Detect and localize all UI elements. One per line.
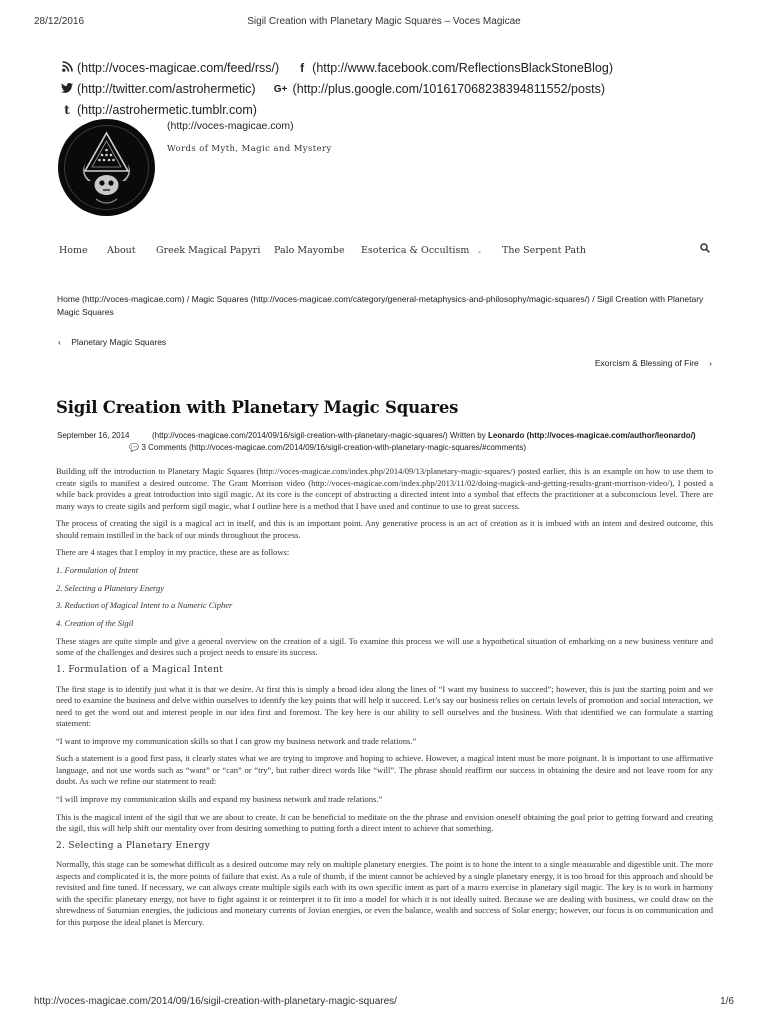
googleplus-link[interactable]	[272, 79, 606, 100]
rss-link[interactable]	[60, 58, 279, 79]
print-header	[34, 16, 734, 30]
comments-icon: 💬	[129, 442, 140, 452]
site-tagline: Words of Myth, Magic and Mystery	[167, 144, 332, 154]
quote: “I want to improve my communication skills so that I can grow my business network and trade relations.”	[56, 735, 417, 746]
search-icon[interactable]	[700, 243, 710, 256]
site-logo[interactable]	[58, 119, 155, 216]
post-title: Sigil Creation with Planetary Magic Squares	[56, 398, 459, 417]
googleplus-url: (http://plus.google.com/101617068238394811552/posts)	[292, 82, 606, 96]
paragraph: This is the magical intent of the sigil that we are about to create. It can be beneficial to meditate on the the phrase and envision oneself obtaining the goal prior to getting forward and creating the sigil, this will help shift our mentality over from desiring something to putting forth a direct intent to achieve that something.	[56, 811, 713, 834]
facebook-url: (http://www.facebook.com/ReflectionsBlackStoneBlog)	[312, 61, 613, 75]
print-page-number: 1/6	[720, 996, 734, 1007]
post-comments-link[interactable]: 3 Comments (http://voces-magicae.com/2014/09/16/sigil-creation-with-planetary-magic-squares/#comments)	[141, 442, 527, 452]
previous-post-link[interactable]	[58, 337, 166, 347]
nav-esoterica-occultism[interactable]	[361, 245, 482, 256]
stage-list-item: 2. Selecting a Planetary Energy	[56, 582, 165, 593]
nav-greek-magical-papyri[interactable]: Greek Magical Papyri	[156, 245, 261, 256]
post-permalink[interactable]: (http://voces-magicae.com/2014/09/16/sigil-creation-with-planetary-magic-squares/)	[151, 431, 448, 440]
googleplus-icon: G+	[273, 84, 288, 95]
stage-list-item: 3. Reduction of Magical Intent to a Numeric Cipher	[56, 600, 233, 611]
post-author[interactable]: Leonardo (http://voces-magicae.com/author/leonardo/)	[488, 431, 696, 440]
nav-serpent-path[interactable]: The Serpent Path	[502, 245, 586, 256]
paragraph: The process of creating the sigil is a magical act in itself, and this is an important point. Any generative process is an act of creation as it is imbued with an intent and desired outcome, this should remain instilled in the back of our minds throughout the process.	[56, 518, 713, 540]
paragraph: Normally, this stage can be somewhat difficult as a desired outcome may rely on multiple planetary energies. The point is to hone the intent to a single measurable and digestible unit. The more aspects and complicated it is, the more points of failure that exist. As a rule of thumb, if the intent cannot be achieved by a single planetary energy, it is too broad for this approach and should be revisited and fine tuned. If necessary, we can always create multiple sigils each with its own specific intent as part of a macro exercise in planetary sigil magic. The key is to work in harmony with the specific planetary energy, not have to fight against it or reinterpret it to fit into a model for which it is not ideally suited. Because we are dealing with business, we could draw on the shrewdness of Saturnian energies, the judicious and monetary currents of Jovian energies, or even the balance, wealth and success of Solar energy; however, our focus is on communication and for this purpose the ideal planet is Mercury.	[56, 859, 713, 927]
twitter-icon	[60, 79, 74, 100]
facebook-icon: f	[300, 61, 305, 75]
tumblr-link[interactable]	[60, 100, 257, 121]
facebook-link[interactable]	[295, 58, 613, 79]
post-meta	[57, 430, 712, 453]
chevron-left-icon: ‹	[58, 337, 61, 347]
next-post-title: Exorcism & Blessing of Fire	[594, 358, 699, 368]
stage-list-item: 4. Creation of the Sigil	[56, 618, 134, 629]
paragraph: Such a statement is a good first pass, it clearly states what we are trying to improve and hoping to achieve. However, a magical intent must be more poignant. It is important to use affirmative language, and not use words such as “want” or “can” or “try”, but rather direct words like “will”. The phrase should reaffirm our success in obtaining the desire and not leave room for any doubt. As such we refine our statement to read:	[56, 753, 713, 787]
stage-list-item: 1. Formulation of Intent	[56, 565, 139, 576]
section-heading: 1. Formulation of a Magical Intent	[56, 665, 224, 675]
rss-url: (http://voces-magicae.com/feed/rss/)	[77, 61, 280, 75]
logo-emblem-icon	[58, 119, 155, 216]
nav-palo-mayombe[interactable]: Palo Mayombe	[274, 245, 345, 256]
rss-icon	[60, 58, 74, 79]
tumblr-icon: t	[64, 103, 70, 117]
previous-post-title: Planetary Magic Squares	[71, 337, 167, 347]
nav-about[interactable]: About	[107, 245, 136, 256]
breadcrumb[interactable]: Home (http://voces-magicae.com) / Magic Squares (http://voces-magicae.com/category/general-metaphysics-and-philosophy/magic-squares/) / Sigil Creation with Planetary Magic Squares	[57, 294, 704, 317]
print-footer-url: http://voces-magicae.com/2014/09/16/sigil-creation-with-planetary-magic-squares/	[34, 996, 397, 1007]
chevron-right-icon: ›	[709, 358, 712, 368]
post-content	[56, 466, 713, 935]
print-title: Sigil Creation with Planetary Magic Squares – Voces Magicae	[247, 16, 521, 27]
paragraph: The first stage is to identify just what it is that we desire. At first this is simply a broad idea along the lines of “I want my business to succeed”; however, this is just the starting point and we need to examine the business and delve within ourselves to identify the key points that will help it succeed. Let’s say our business relies on certain levels of promotion and social interaction, we need to get the word out and interest people in our idea first and foremost. The key here is our ability to sell ourselves and the business. With that identified we can formulate a starting statement:	[56, 683, 713, 728]
quote: “I will improve my communication skills and expand my business network and trade relations.”	[56, 794, 383, 805]
paragraph: Building off the introduction to Planetary Magic Squares (http://voces-magicae.com/index.php/2014/09/13/planetary-magic-squares/) posted earlier, this is an example on how to use them to create sigils to manifest a desired outcome. The Grant Morrison video (http://voces-magicae.com/index.php/2013/11/02/doing-magick-and-getting-results-grant-morrison-video/), I posted a while back provides a great introduction into sigil magic. At its core is the concept of abstracting a directed intent into a symbol that effects the practitioner at a subconscious level. There are many ways to create sigils and perform sigil magic, what I outline here is a method that I have used and continue to use to great success.	[56, 466, 713, 511]
twitter-link[interactable]	[60, 79, 256, 100]
tumblr-url: (http://astrohermetic.tumblr.com)	[77, 103, 257, 117]
print-date: 28/12/2016	[34, 16, 85, 27]
print-footer	[34, 996, 734, 1010]
paragraph: These stages are quite simple and give a general overview on the creation of a sigil. To examine this process we will use a hypothetical situation of embarking on a new business venture and some of the challenges and desires such a project needs to ensure its success.	[56, 635, 713, 658]
section-heading: 2. Selecting a Planetary Energy	[56, 840, 211, 851]
chevron-down-icon: ⌄	[476, 247, 483, 255]
main-navigation	[59, 245, 710, 261]
paragraph: There are 4 stages that I employ in my practice, these are as follows:	[56, 547, 290, 558]
next-post-link[interactable]	[595, 358, 712, 368]
written-by-label: Written by	[449, 431, 486, 440]
twitter-url: (http://twitter.com/astrohermetic)	[77, 82, 256, 96]
social-links	[60, 58, 629, 121]
nav-esoterica-label: Esoterica & Occultism	[361, 245, 470, 256]
post-date: September 16, 2014	[57, 431, 130, 440]
nav-home[interactable]: Home	[59, 245, 88, 256]
site-home-link[interactable]: (http://voces-magicae.com)	[167, 120, 294, 132]
